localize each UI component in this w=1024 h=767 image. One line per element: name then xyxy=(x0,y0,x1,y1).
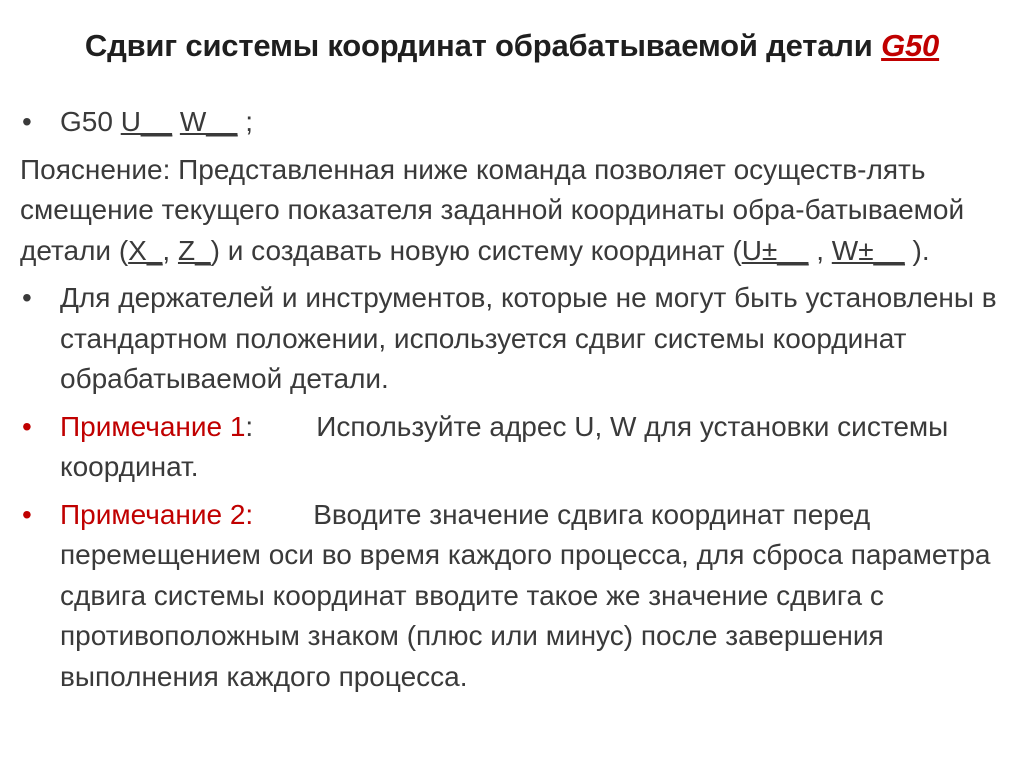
explanation-comma1: , xyxy=(162,234,178,266)
explanation-comma2: , xyxy=(808,234,832,266)
explanation-paragraph xyxy=(20,150,1010,272)
slide-content xyxy=(20,102,1010,704)
note-2 xyxy=(20,495,1010,698)
title-text: Сдвиг системы координат обрабатываемой детали xyxy=(84,28,873,63)
slide-title xyxy=(0,28,1024,64)
explanation-part3: ). xyxy=(904,234,930,266)
command-line xyxy=(20,102,1010,143)
bullet-icon: • xyxy=(22,282,32,313)
command-u: U__ xyxy=(120,106,173,137)
holders-text: Для держателей и инструментов, которые не могут быть установлены в стандартном положении, используется сдвиг системы координат обрабатываемой детали. xyxy=(60,282,997,394)
explanation-part1: Пояснение: Представленная ниже команда позволяет осуществ-лять смещение текущего показателя заданной координаты обра-батываемой детали ( xyxy=(20,153,965,266)
note-1-colon: : xyxy=(245,410,254,442)
bullet-icon: • xyxy=(22,106,32,137)
command-code: G50 xyxy=(60,106,113,137)
explanation-part2: ) и создавать новую систему координат ( xyxy=(210,234,742,266)
command-w: W__ xyxy=(179,106,238,137)
note-1-text: Используйте адрес U, W для установки системы координат. xyxy=(60,410,949,482)
bullet-icon: • xyxy=(22,498,32,530)
note-1-label: Примечание 1 xyxy=(60,410,246,442)
explanation-x: X_ xyxy=(128,234,163,266)
title-code: G50 xyxy=(881,28,940,63)
holders-bullet xyxy=(20,278,1010,400)
note-2-label: Примечание 2: xyxy=(60,498,254,530)
note-2-text: Вводите значение сдвига координат перед перемещением оси во время каждого процесса, для сброса параметра сдвига системы координат вводите такое же значение сдвига с противоположным знаком (плюс или минус) после завершения выполнения каждого процесса. xyxy=(60,498,991,692)
explanation-u: U±__ xyxy=(741,234,809,266)
explanation-w: W±__ xyxy=(831,234,905,266)
bullet-icon: • xyxy=(22,410,32,442)
command-end: ; xyxy=(245,106,254,137)
explanation-z: Z_ xyxy=(177,234,211,266)
note-1 xyxy=(20,407,1010,488)
